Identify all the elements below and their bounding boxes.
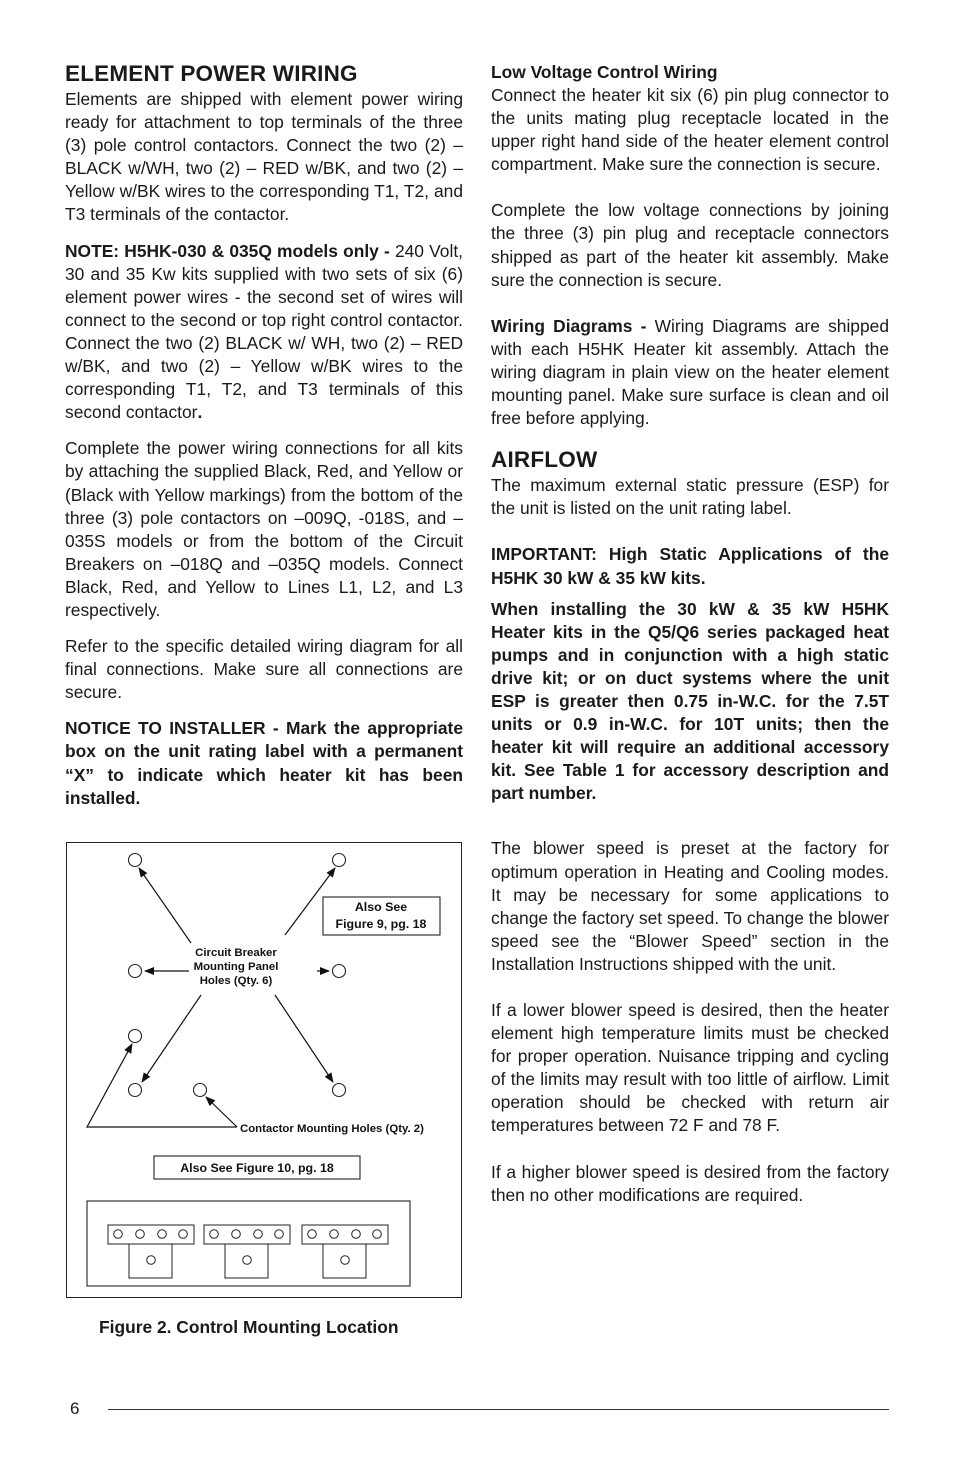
- low-voltage-paragraph-2: Complete the low voltage connections by joining the three (3) pin plug and receptacle connectors shipped as part of the heater kit assembly. Make sure the connection is secure.: [491, 200, 889, 290]
- h5hk-note-text: 240 Volt, 30 and 35 Kw kits supplied with two sets of six (6) element power wires - the second set of wires will connect to the second or top right control contactor. Connect the two (2) BLACK w/ WH, two (2) – RED w/BK, and two (2) – Yellow w/BK wires to the corresponding T1, T2, and T3 terminals of this second contactor: [65, 240, 463, 423]
- mounting-hole: [129, 1084, 142, 1097]
- mounting-hole: [129, 965, 142, 978]
- mounting-hole: [129, 854, 142, 867]
- contactor-holes-label: Contactor Mounting Holes (Qty. 2): [240, 1123, 424, 1135]
- control-mounting-figure: [66, 842, 462, 1298]
- wiring-diagrams-text: Wiring Diagrams are shipped with each H5HK Heater kit assembly. Attach the wiring diagram in plain view on the heater element mounting panel. Make sure surface is clean and oil free before applying.: [491, 315, 889, 429]
- left-column: [65, 60, 463, 810]
- page-number: 6: [70, 1399, 80, 1418]
- also-see-fig9-line2: Figure 9, pg. 18: [335, 917, 427, 931]
- mounting-hole: [333, 965, 346, 978]
- refer-wiring-diagram-paragraph: Refer to the specific detailed wiring diagram for all final connections. Make sure all connections are secure.: [65, 636, 463, 703]
- arrow-to-bottom-right-hole: [275, 995, 333, 1082]
- element-power-wiring-paragraph: Elements are shipped with element power wiring ready for attachment to top terminals of the three (3) pole control contactors. Connect the two (2) – BLACK w/WH, two (2) – RED w/BK, and two (2) – Yellow w/BK wires to the corresponding T1, T2, and T3 terminals of the contactor.: [65, 89, 463, 225]
- element-power-wiring-heading: ELEMENT POWER WIRING: [65, 61, 358, 86]
- arrow-to-bottom-left-hole: [142, 995, 201, 1082]
- h5hk-note-end: .: [197, 402, 203, 423]
- low-voltage-heading: Low Voltage Control Wiring: [491, 62, 718, 82]
- figure-caption: Figure 2. Control Mounting Location: [99, 1317, 399, 1337]
- wiring-diagrams-label: Wiring Diagrams -: [491, 315, 655, 336]
- arrow-contactor-left: [87, 1044, 237, 1127]
- h5hk-note-label: NOTE: H5HK-030 & 035Q models only -: [65, 240, 395, 261]
- complete-power-wiring-paragraph: Complete the power wiring connections for all kits by attaching the supplied Black, Red, and Yellow or (Black with Yellow markings) from the bottom of the three (3) pole contactors on –009Q, -018S, and –035S models or from the bottom of the Circuit Breakers on –018Q and –035Q models. Connect Black, Red, and Yellow to Lines L1, L2, and L3 respectively.: [65, 438, 463, 620]
- control-mounting-diagram: [67, 843, 463, 1299]
- wiring-diagrams-paragraph: [491, 315, 889, 430]
- mounting-hole: [129, 1030, 142, 1043]
- lower-blower-speed-paragraph: If a lower blower speed is desired, then the heater element high temperature limits must be checked for proper operation. Nuisance tripping and cycling of the limits may result with too little of airflow. Limit operation should be checked with return air temperatures between 72 F and 78 F.: [491, 1000, 889, 1136]
- h5hk-note-paragraph: [65, 240, 463, 425]
- also-see-fig10-label: Also See Figure 10, pg. 18: [180, 1161, 334, 1175]
- blower-speed-paragraph: The blower speed is preset at the factory for optimum operation in Heating and Cooling modes. It may be necessary for some applications to change the factory set speed. To change the blower speed see the “Blower Speed” section in the Installation Instructions shipped with the unit.: [491, 838, 889, 974]
- circuit-breaker-label-line1: Circuit Breaker: [195, 947, 277, 959]
- higher-blower-speed-paragraph: If a higher blower speed is desired from the factory then no other modifications are required.: [491, 1161, 889, 1205]
- arrow-contactor-right: [206, 1097, 237, 1127]
- airflow-heading: AIRFLOW: [491, 447, 598, 473]
- high-static-instructions: When installing the 30 kW & 35 kW H5HK Heater kits in the Q5/Q6 series packaged heat pumps and in conjunction with a high static drive kit; or on duct systems where the unit ESP is greater then 0.75 in-W.C. for the 7.5T units or 0.9 in-W.C. for 10T units; then the heater kit will require an additional accessory kit. See Table 1 for accessory description and part number.: [491, 598, 889, 804]
- arrow-to-top-left-hole: [139, 868, 191, 943]
- mounting-hole: [194, 1084, 207, 1097]
- circuit-breaker-label-line2: Mounting Panel: [193, 961, 279, 973]
- circuit-breaker-label-line3: Holes (Qty. 6): [199, 975, 273, 987]
- mounting-hole: [333, 854, 346, 867]
- notice-to-installer: NOTICE TO INSTALLER - Mark the appropriate box on the unit rating label with a permanent “X” to indicate which heater kit has been installed.: [65, 718, 463, 808]
- low-voltage-paragraph-1: Connect the heater kit six (6) pin plug connector to the units mating plug receptacle located in the upper right hand side of the heater element control compartment. Make sure the connection is secure.: [491, 85, 889, 175]
- right-column: [491, 60, 889, 1207]
- airflow-esp-paragraph: The maximum external static pressure (ESP) for the unit is listed on the unit rating label.: [491, 475, 889, 519]
- important-high-static: IMPORTANT: High Static Applications of the H5HK 30 kW & 35 kW kits.: [491, 544, 889, 588]
- also-see-fig9-line1: Also See: [354, 900, 408, 914]
- footer-rule: [108, 1409, 889, 1410]
- mounting-hole: [333, 1084, 346, 1097]
